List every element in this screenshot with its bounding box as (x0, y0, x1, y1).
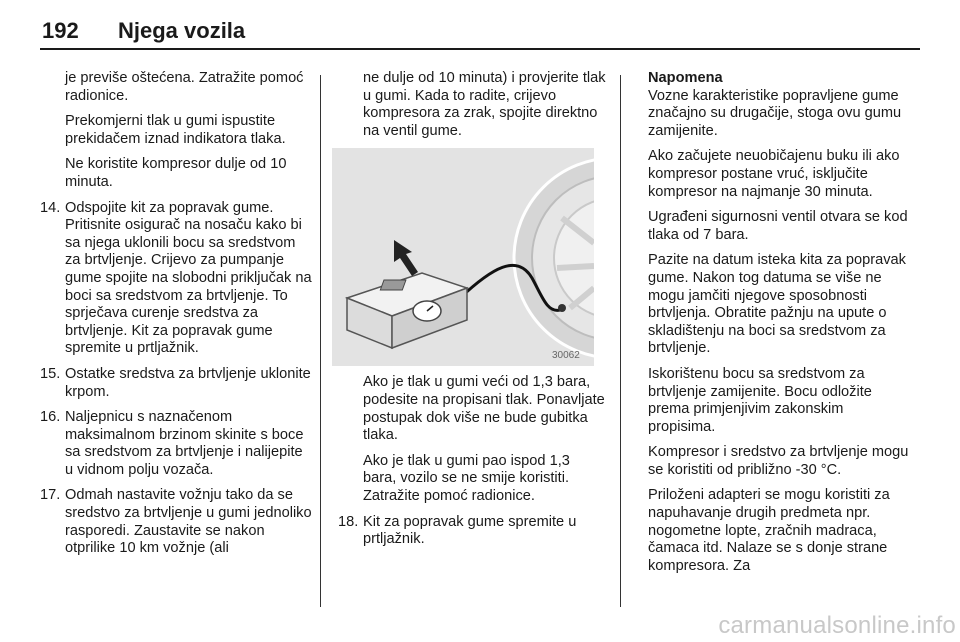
list-item-number: 18. (338, 513, 359, 530)
column-3 (648, 70, 910, 583)
paragraph: Prekomjerni tlak u gumi ispustite prekidačem iznad indikatora tlaka. (65, 113, 286, 147)
paragraph: Priloženi adapteri se mogu koristiti za napuhavanje drugih predmeta npr. nogometne lopte, zračnih madraca, čamaca itd. Nalaze se s donje strane kompresora. Za (648, 487, 890, 574)
list-item-number: 14. (40, 199, 61, 216)
list-item (40, 366, 312, 401)
list-item-text: Ostatke sredstva za brtvljenje uklonite krpom. (65, 365, 311, 400)
page-title: Njega vozila (118, 18, 246, 43)
list-item-text: Odspojite kit za popravak gume. Pritisnite osigurač na nosaču kako bi sa njega uklonili bocu sa sredstvom za brtvljenje. Crijevo za pumpanje gume spojite na slobodni priključak na boci sa sredstvom za brtvljenje. To sprječava curenje sredstva za brtvljenje. Kit za popravak gume spremite u prtljažnik. (65, 199, 312, 357)
note-text: Vozne karakteristike popravljene gume značajno su drugačije, stoga ovu gumu zamijenite. (648, 87, 902, 139)
watermark: carmanualsonline.info (718, 612, 956, 639)
tyre-compressor-image (332, 148, 594, 366)
list-item-text: Kit za popravak gume spremite u prtljažnik. (363, 513, 577, 548)
list-item (40, 487, 312, 557)
column-divider-2 (620, 75, 621, 607)
column-2 (338, 70, 606, 557)
page-number: 192 (42, 18, 79, 43)
paragraph: Ugrađeni sigurnosni ventil otvara se kod tlaka od 7 bara. (648, 209, 908, 243)
paragraph: Iskorištenu bocu sa sredstvom za brtvljenje zamijenite. Bocu odložite prema primjenjivim zakonskim propisima. (648, 365, 872, 435)
list-item-text: Naljepnicu s naznačenom maksimalnom brzinom skinite s boce sa sredstvom za brtvljenje i nalijepite u vidnom polju vozača. (65, 409, 304, 478)
paragraph: Ako je tlak u gumi veći od 1,3 bara, podesite na propisani tlak. Ponavljate postupak dok više ne bude gubitka tlaka. (363, 374, 605, 444)
page-header (40, 14, 920, 50)
list-item (338, 514, 606, 549)
paragraph: je previše oštećena. Zatražite pomoć radionice. (65, 70, 304, 104)
paragraph: Pazite na datum isteka kita za popravak gume. Nakon tog datuma se više ne mogu jamčiti njegove sposobnosti brtvljenja. Obratite pažnju na upute o skladištenju na boci sa sredstvom za brtvljenje. (648, 252, 906, 357)
paragraph: Ne koristite kompresor dulje od 10 minuta. (65, 156, 287, 190)
note (648, 70, 910, 140)
paragraph: ne dulje od 10 minuta) i provjerite tlak u gumi. Kada to radite, crijevo kompresora za zrak, spojite direktno na ventil gume. (363, 70, 606, 139)
paragraph: Kompresor i sredstvo za brtvljenje mogu se koristiti od približno -30 °C. (648, 444, 909, 478)
column-1 (40, 70, 312, 566)
list-item-number: 17. (40, 487, 61, 504)
paragraph: Ako je tlak u gumi pao ispod 1,3 bara, vozilo se ne smije koristiti. Zatražite pomoć radionice. (363, 452, 570, 504)
column-divider-1 (320, 75, 321, 607)
list-item (40, 200, 312, 358)
list-item (40, 409, 312, 479)
list-item-number: 15. (40, 365, 61, 382)
note-title: Napomena (648, 70, 723, 86)
list-item-number: 16. (40, 409, 61, 426)
figure-code: 30062 (552, 350, 580, 362)
compressor-illustration (332, 148, 594, 366)
list-item-text: Odmah nastavite vožnju tako da se sredstvo za brtvljenje u gumi jednoliko rasporedi. Zaustavite se nakon otprilike 10 km vožnje (ali (65, 487, 312, 557)
paragraph: Ako začujete neuobičajenu buku ili ako kompresor postane vruć, isključite kompresor na najmanje 30 minuta. (648, 148, 900, 200)
